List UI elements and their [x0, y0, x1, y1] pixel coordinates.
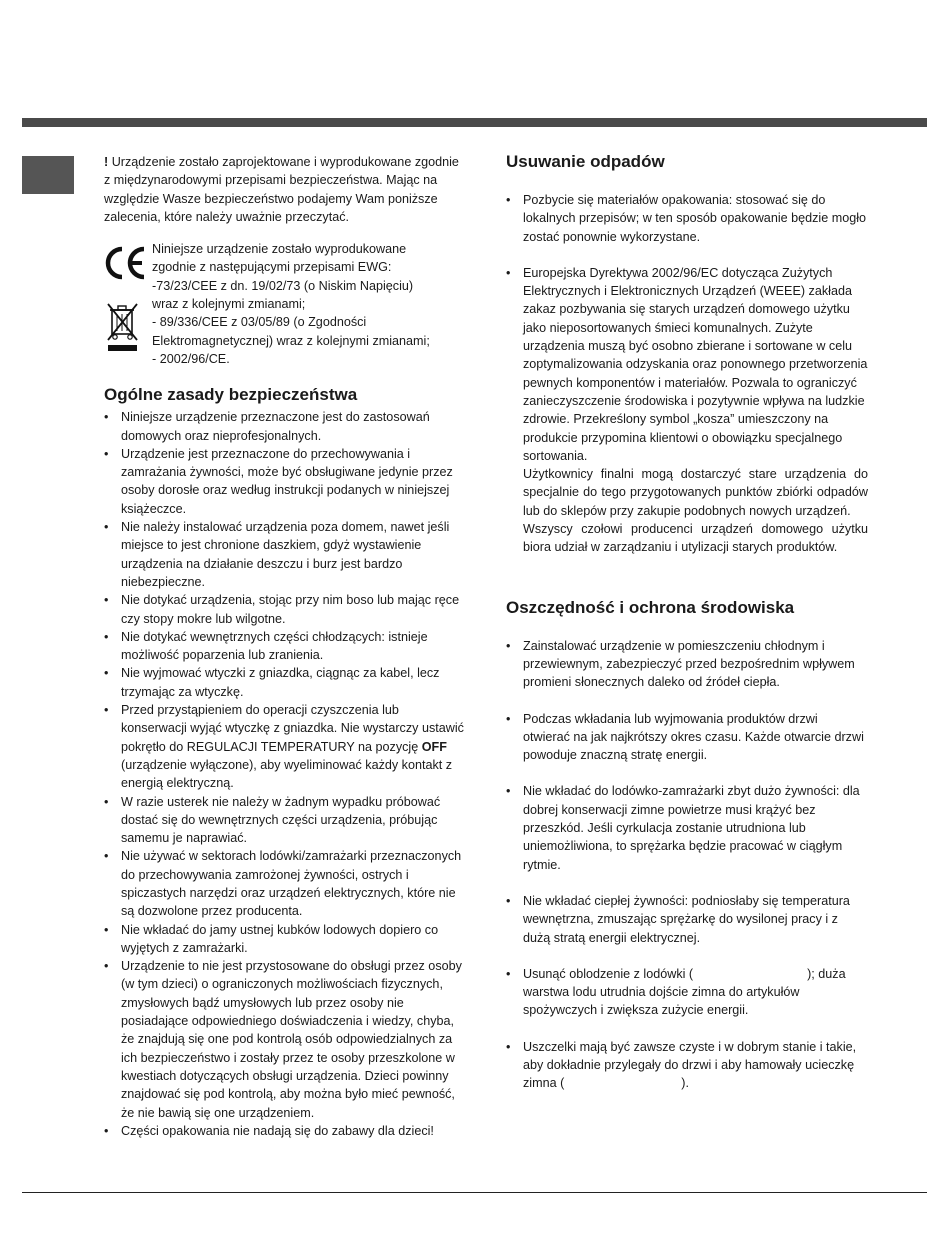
list-item: • Nie wkładać do lodówko-zamrażarki zbyt dużo żywności: dla dobrej konserwacji zimne powietrze musi krążyć bez przeszkód. Jeśli cyrkulacja zostanie utrudniona lub uniemożliwiona, to sprężarka będzie pracować w ciągłym rytmie. [506, 782, 868, 873]
eco-list [506, 637, 868, 1093]
waste-list [506, 191, 868, 557]
list-item [506, 264, 868, 557]
waste-heading: Usuwanie odpadów [506, 152, 665, 171]
crossed-out-bin-icon [106, 302, 140, 352]
intro-text: Urządzenie zostało zaprojektowane i wyprodukowane zgodnie z międzynarodowymi przepisami bezpieczeństwa. Mając na względzie Wasze bezpieczeństwo podajemy Wam poniższe zalecenia, które należy uważnie przeczytać. [104, 155, 459, 224]
list-item-text: Przed przystąpieniem do operacji czyszczenia lub konserwacji wyjąć wtyczkę z gniazdka. Nie wystarczy ustawić pokrętło do REGULACJI TEMPERATURY na pozycję [121, 703, 464, 754]
certification-text [152, 240, 430, 368]
cert-line: Elektromagnetycznej) wraz z kolejnymi zmianami; [152, 333, 430, 348]
top-rule [22, 118, 927, 127]
list-item: • Urządzenie jest przeznaczone do przechowywania i zamrażania żywności, może być obsługiwane jedynie przez osoby dorosłe oraz według instrukcji podanych w niniejszej książeczce. [104, 445, 466, 518]
safety-heading: Ogólne zasady bezpieczeństwa [104, 385, 358, 405]
list-item: • Zainstalować urządzenie w pomieszczeniu chłodnym i przewiewnym, zabezpieczyć przed bezpośrednim wpływem promieni słonecznych daleko od źródeł ciepła. [506, 637, 868, 692]
list-item [506, 965, 868, 1020]
language-tab-marker [22, 156, 74, 194]
cert-line: Niniejsze urządzenie zostało wyprodukowane [152, 242, 407, 257]
list-item: • Nie należy instalować urządzenia poza domem, nawet jeśli miejsce to jest chronione daszkiem, gdyż wystawienie urządzenia na działanie deszczu i burz jest bardzo niebezpieczne. [104, 518, 466, 591]
eco-heading: Oszczędność i ochrona środowiska [506, 597, 795, 617]
list-item [104, 701, 466, 792]
exclamation-mark: ! [104, 155, 109, 169]
list-item: • Nie używać w sektorach lodówki/zamrażarki przeznaczonych do przechowywania zamrożonej żywności, ostrych i spiczastych narzędzi oraz urządzeń elektrycznych, które nie są dozwolone przez producenta. [104, 847, 466, 920]
off-keyword: OFF [421, 739, 447, 754]
weee-paragraph: Wszyscy czołowi producenci urządzeń domowego użytku biora udział w zarządzaniu i utylizacji starych produktów. [523, 522, 868, 555]
weee-paragraph: • Europejska Dyrektywa 2002/96/EC dotycząca Zużytych Elektrycznych i Elektronicznych Urządzeń (WEEE) zakłada zakaz pozbywania się starych urządzeń domowego użytku jako nieposortowanych śmieci komunalnych. Zużyte urządzenia muszą być osobno zbierane i sortowane w celu zoptymalizowania odzyskania oraz ponownego przetworzenia pewnych komponentów i materiałów. Pozwala to ograniczyć zanieczyszczenie środowiska i pozytywnie wpływa na ludzkie zdrowie. Przekreślony symbol „kosza” umieszczony na produkcie przypomina klientowi o obowiązku specjalnego sortowania. [523, 265, 868, 463]
cert-line: zgodnie z następującymi przepisami EWG: [152, 260, 392, 275]
list-item: • W razie usterek nie należy w żadnym wypadku próbować dostać się do wewnętrznych części urządzenia, próbując samemu je naprawiać. [104, 793, 466, 848]
cert-line: -73/23/CEE z dn. 19/02/73 (o Niskim Napięciu) [152, 278, 414, 293]
list-item: • Pozbycie się materiałów opakowania: stosować się do lokalnych przepisów; w ten sposób opakowanie będzie mogło zostać ponownie wykorzystane. [506, 191, 868, 246]
list-item: • Niniejsze urządzenie przeznaczone jest do zastosowań domowych oraz nieprofesjonalnych. [104, 408, 466, 445]
intro-paragraph [104, 153, 466, 226]
left-column [104, 153, 466, 1140]
list-item: • Nie wkładać ciepłej żywności: podniosłaby się temperatura wewnętrzna, zmuszając sprężarkę do wysilonej pracy i z dużą stratą energii elektrycznej. [506, 892, 868, 947]
list-item-text: (urządzenie wyłączone), aby wyeliminować każdy kontakt z energią elektryczną. [121, 757, 453, 791]
certification-icons [104, 240, 152, 360]
list-item: • Urządzenie to nie jest przystosowane do obsługi przez osoby (w tym dzieci) o ograniczonych możliwościach fizycznych, zmysłowych bądź umysłowych lub przez osoby nie posiadające odpowiedniego doświadczenia i wiedzy, chyba, że znajdują się one pod kontrolą osób odpowiedzialnych za ich bezpieczeństwo i zostały przez te osoby przeszkolone w kwestiach dotyczących obsługi urządzenia. Dzieci powinny znajdować się pod kontrolą, aby można było mieć pewność, że nie bawią się one urządzeniem. [104, 957, 466, 1122]
certification-block [104, 240, 466, 368]
cert-line: wraz z kolejnymi zmianami; [152, 297, 306, 312]
list-item: • Nie wyjmować wtyczki z gniazdka, ciągnąc za kabel, lecz trzymając za wtyczkę. [104, 664, 466, 701]
cert-line: - 89/336/CEE z 03/05/89 (o Zgodności [152, 315, 367, 330]
bottom-rule [22, 1192, 927, 1193]
list-item-text: Uszczelki mają być zawsze czyste i w dobrym stanie i takie, aby dokładnie przylegały do drzwi i aby hamowały ucieczkę zimna ( [523, 1039, 857, 1091]
list-item-text: ). [681, 1076, 689, 1091]
list-item: • Nie dotykać wewnętrznych części chłodzących: istnieje możliwość poparzenia lub zranienia. [104, 628, 466, 665]
safety-list [104, 408, 466, 1140]
list-item: • Nie wkładać do jamy ustnej kubków lodowych dopiero co wyjętych z zamrażarki. [104, 921, 466, 958]
list-item: • Części opakowania nie nadają się do zabawy dla dzieci! [104, 1122, 466, 1140]
weee-paragraph: Użytkownicy finalni mogą dostarczyć stare urządzenia do specjalnie do tego przygotowanych punktów zbiórki odpadów lub do sklepów przy zakupie podobnych nowych urządzeń. [523, 467, 868, 518]
list-item-text: ); duża warstwa lodu utrudnia dojście zimna do artykułów spożywczych i zwiększa zużycie energii. [523, 966, 846, 1018]
list-item: • Nie dotykać urządzenia, stojąc przy nim boso lub mając ręce czy stopy mokre lub wilgotne. [104, 591, 466, 628]
right-column [506, 151, 868, 1111]
list-item-text: Usunąć oblodzenie z lodówki ( [523, 966, 694, 981]
list-item [506, 1038, 868, 1093]
cert-line: - 2002/96/CE. [152, 351, 230, 366]
list-item: • Podczas wkładania lub wyjmowania produktów drzwi otwierać na jak najkrótszy okres czasu. Każde otwarcie drzwi powoduje znaczną stratę energii. [506, 710, 868, 765]
ce-mark-icon [104, 245, 148, 281]
